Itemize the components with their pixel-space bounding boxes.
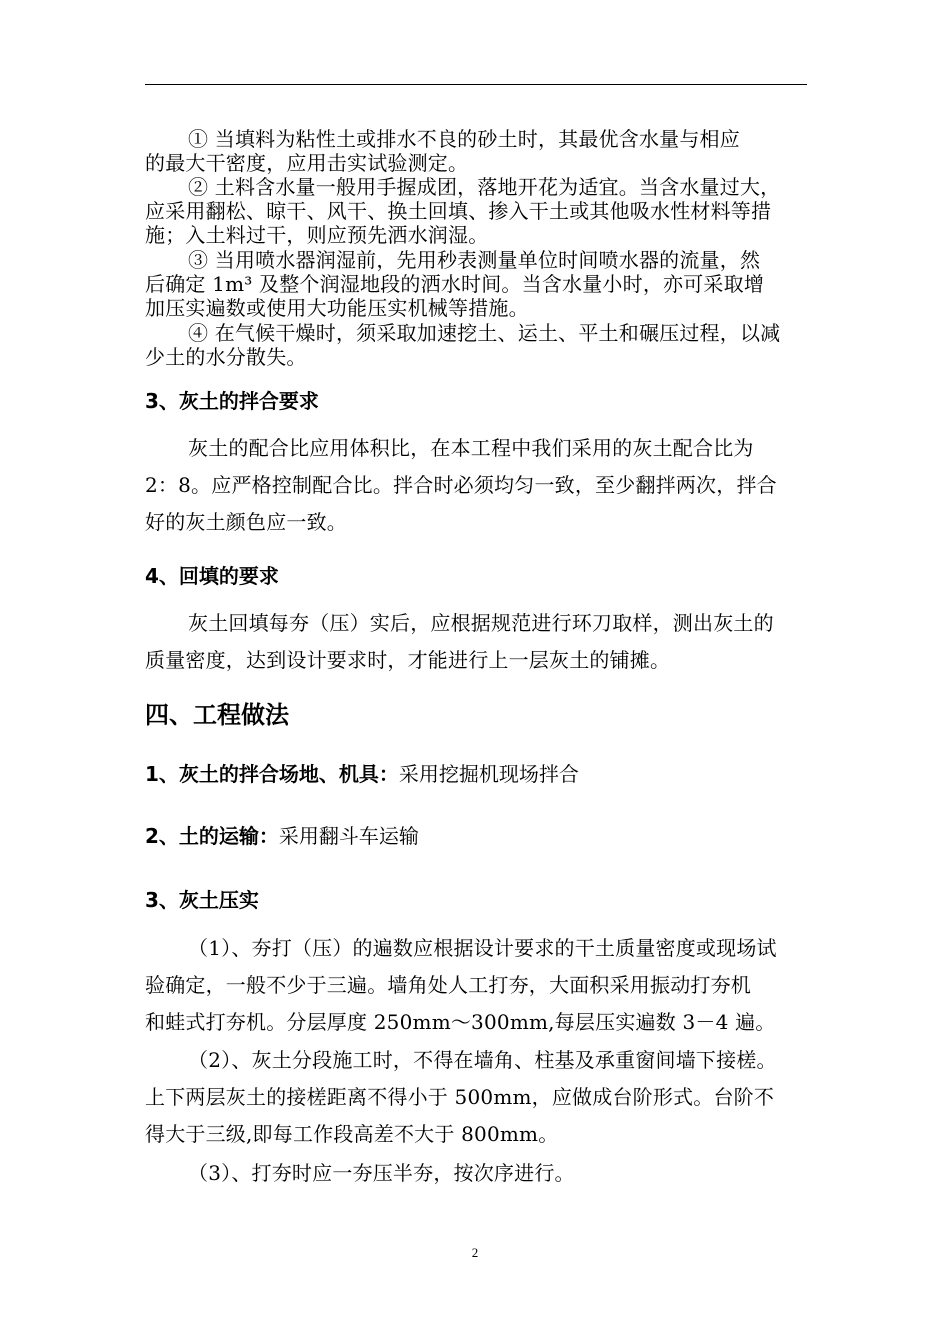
paragraph-line: ④ 在气候干燥时，须采取加速挖土、运土、平土和碾压过程，以减 bbox=[188, 321, 781, 345]
paragraph-line: 后确定 1m³ 及整个润湿地段的洒水时间。当含水量小时，亦可采取增 bbox=[145, 272, 765, 296]
chapter-heading: 四、工程做法 bbox=[145, 701, 289, 729]
paragraph-line: ① 当填料为粘性土或排水不良的砂土时，其最优含水量与相应 bbox=[188, 127, 740, 151]
paragraph-line: 应采用翻松、晾干、风干、换土回填、掺入干土或其他吸水性材料等措 bbox=[145, 199, 772, 223]
paragraph-line: 得大于三级,即每工作段高差不大于 800mm。 bbox=[145, 1122, 559, 1146]
paragraph-line: （2）、灰土分段施工时，不得在墙角、柱基及承重窗间墙下接槎。 bbox=[188, 1048, 777, 1072]
paragraph-line: 施；入土料过干，则应预先洒水润湿。 bbox=[145, 223, 489, 247]
section-heading-compact: 3、灰土压实 bbox=[145, 888, 259, 912]
paragraph-line: 灰土的配合比应用体积比，在本工程中我们采用的灰土配合比为 bbox=[188, 436, 754, 460]
paragraph-line: 加压实遍数或使用大功能压实机械等措施。 bbox=[145, 296, 529, 320]
paragraph-line: ② 土料含水量一般用手握成团，落地开花为适宜。当含水量过大， bbox=[188, 175, 781, 199]
paragraph-line: ③ 当用喷水器润湿前，先用秒表测量单位时间喷水器的流量，然 bbox=[188, 248, 761, 272]
paragraph-line: 灰土回填每夯（压）实后，应根据规范进行环刀取样，测出灰土的 bbox=[188, 611, 774, 635]
paragraph-line: 2：8。应严格控制配合比。拌合时必须均匀一致，至少翻拌两次，拌合 bbox=[145, 473, 777, 497]
item-label: 1、灰土的拌合场地、机具： bbox=[145, 762, 399, 786]
item-text: 采用翻斗车运输 bbox=[278, 824, 419, 848]
section-heading-mix: 3、灰土的拌合要求 bbox=[145, 389, 319, 413]
paragraph-line: 上下两层灰土的接槎距离不得小于 500mm，应做成台阶形式。台阶不 bbox=[145, 1085, 775, 1109]
item-mixing-site bbox=[145, 758, 579, 787]
item-transport bbox=[145, 820, 419, 849]
paragraph-line: （3）、打夯时应一夯压半夯，按次序进行。 bbox=[188, 1161, 575, 1185]
paragraph-line: 质量密度，达到设计要求时，才能进行上一层灰土的铺摊。 bbox=[145, 648, 671, 672]
item-label: 2、土的运输： bbox=[145, 824, 279, 848]
paragraph-line: 好的灰土颜色应一致。 bbox=[145, 510, 347, 534]
paragraph-line: 少土的水分散失。 bbox=[145, 345, 307, 369]
page-number: 2 bbox=[471, 1245, 479, 1260]
paragraph-line: 验确定，一般不少于三遍。墙角处人工打夯，大面积采用振动打夯机 bbox=[145, 973, 751, 997]
paragraph-line: 和蛙式打夯机。分层厚度 250mm～300mm,每层压实遍数 3－4 遍。 bbox=[145, 1010, 776, 1034]
section-heading-backfill: 4、回填的要求 bbox=[145, 564, 279, 588]
header-rule bbox=[145, 84, 807, 85]
paragraph-line: 的最大干密度，应用击实试验测定。 bbox=[145, 151, 469, 175]
item-text: 采用挖掘机现场拌合 bbox=[398, 762, 579, 786]
paragraph-line: （1）、夯打（压）的遍数应根据设计要求的干土质量密度或现场试 bbox=[188, 936, 777, 960]
